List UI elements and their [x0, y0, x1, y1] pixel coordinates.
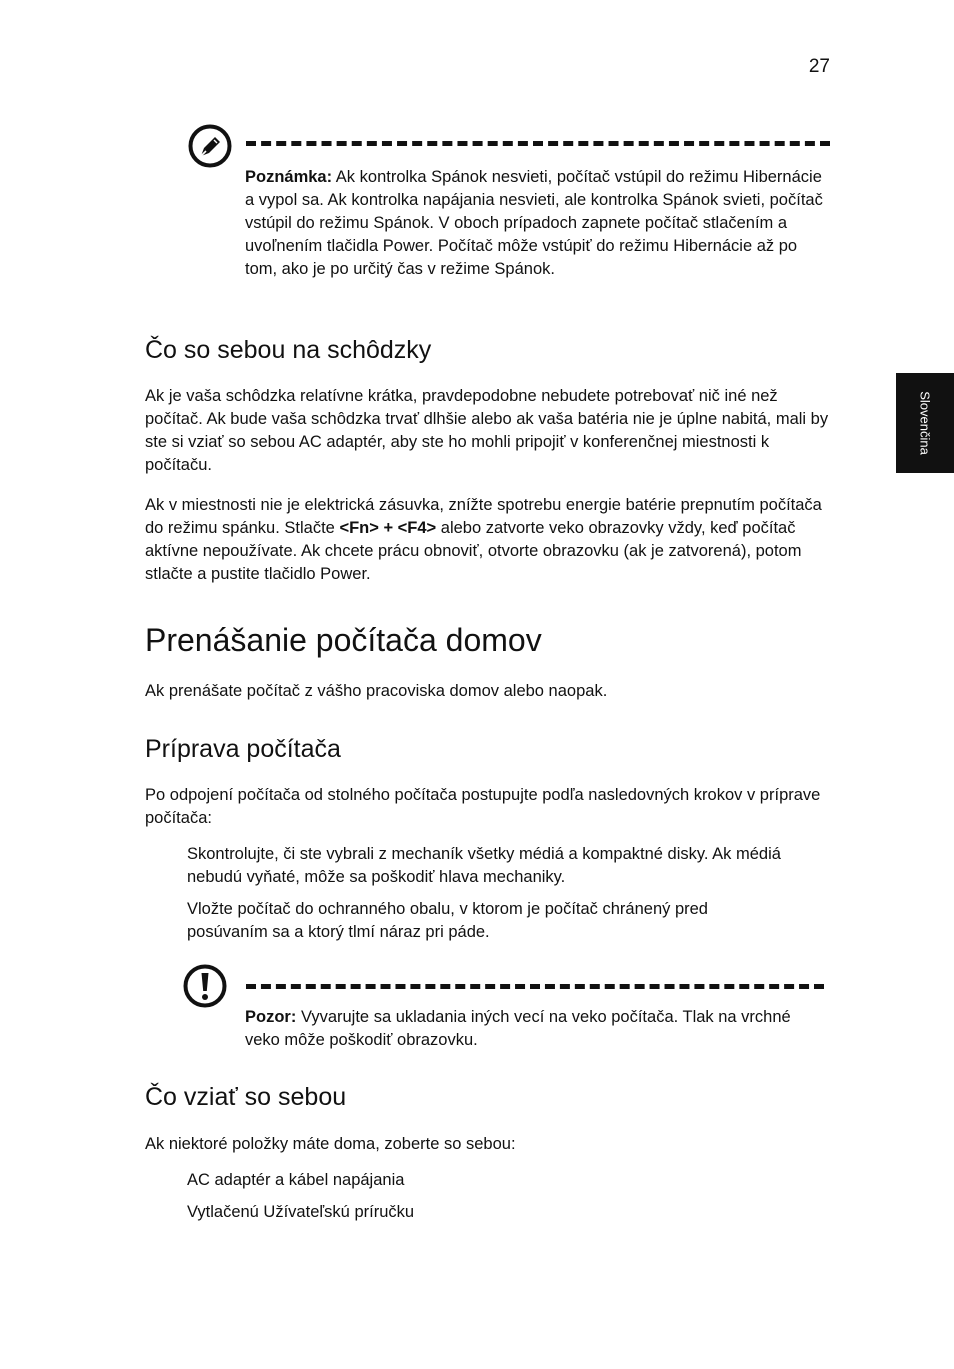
caution-text — [245, 1006, 830, 1052]
intro-text: Ak prenášate počítač z vášho pracoviska domov alebo naopak. — [145, 682, 608, 700]
note-divider — [246, 141, 830, 146]
take-along-list-item — [187, 1201, 787, 1224]
take-along-item-2: Vytlačenú Užívateľskú príručku — [187, 1203, 415, 1221]
preparation-text: Po odpojení počítača od stolného počítača postupujte podľa nasledovných krokov v príprave počítača: — [145, 786, 821, 827]
section-heading-take-along: Čo vziať so sebou — [145, 1083, 347, 1111]
preparation-item-2: Vložte počítač do ochranného obalu, v ktorom je počítač chránený pred posúvaním sa a ktorý tlmí náraz pri páde. — [187, 900, 708, 941]
caution-label: Pozor: — [245, 1008, 297, 1026]
meetings-para1-text: Ak je vaša schôdzka relatívne krátka, pravdepodobne nebudete potrebovať nič iné než počítač. Ak bude vaša schôdzka trvať dlhšie alebo ak vaša batéria nie je úplne nabitá, mali by ste si vziať so sebou AC adaptér, aby ste ho mohli pripojiť v konferenčnej miestnosti k počítaču. — [145, 387, 829, 474]
preparation-list-item — [187, 843, 787, 889]
language-side-tab — [896, 373, 954, 473]
note-label: Poznámka: — [245, 168, 333, 186]
exclamation-icon — [183, 964, 227, 1008]
side-tab-label: Slovenčina — [917, 391, 933, 455]
preparation-list-item — [187, 898, 787, 944]
section-heading-preparation: Príprava počítača — [145, 735, 341, 763]
take-along-text: Ak niektoré položky máte doma, zoberte so sebou: — [145, 1135, 516, 1153]
caution-body: Vyvarujte sa ukladania iných vecí na veko počítača. Tlak na vrchné veko môže poškodiť obrazovku. — [245, 1008, 791, 1049]
preparation-item-1: Skontrolujte, či ste vybrali z mechaník všetky médiá a kompaktné disky. Ak médiá nebudú vyňaté, môže sa poškodiť hlava mechaniky. — [187, 845, 781, 886]
page-title: Prenášanie počítača domov — [145, 622, 542, 658]
caution-divider — [246, 984, 824, 989]
meetings-para2-after: alebo zatvorte veko obrazovky vždy, keď počítač aktívne nepoužívate. Ak chcete prácu obnoviť, otvorte obrazovku (ak je zatvorená), potom stlačte a pustite tlačidlo Power. — [145, 519, 802, 583]
take-along-item-1: AC adaptér a kábel napájania — [187, 1171, 405, 1189]
meetings-para2-before: Ak v miestnosti nie je elektrická zásuvka, znížte spotrebu energie batérie prepnutím počítača do režimu spánku. Stlačte — [145, 496, 822, 537]
pen-note-icon — [188, 124, 232, 168]
section-heading-meetings: Čo so sebou na schôdzky — [145, 336, 432, 364]
take-along-list-item — [187, 1169, 787, 1192]
note-text — [245, 166, 830, 281]
key-combo: <Fn> + <F4> — [339, 519, 437, 537]
preparation-paragraph — [145, 784, 830, 830]
meetings-paragraph-1 — [145, 385, 830, 477]
take-along-paragraph — [145, 1133, 830, 1156]
meetings-paragraph-2 — [145, 494, 830, 586]
title-intro — [145, 680, 830, 703]
note-body: Ak kontrolka Spánok nesvieti, počítač vstúpil do režimu Hibernácie a vypol sa. Ak kontrolka napájania nesvieti, ale kontrolka Spánok svieti, počítač vstúpil do režimu Spánok. V oboch prípadoch zapnete počítač stlačením a uvoľnením tlačidla Power. Počítač môže vstúpiť do režimu Hibernácie až po tom, ako je po určitý čas v režime Spánok. — [245, 168, 823, 278]
page-number: 27 — [808, 56, 830, 77]
